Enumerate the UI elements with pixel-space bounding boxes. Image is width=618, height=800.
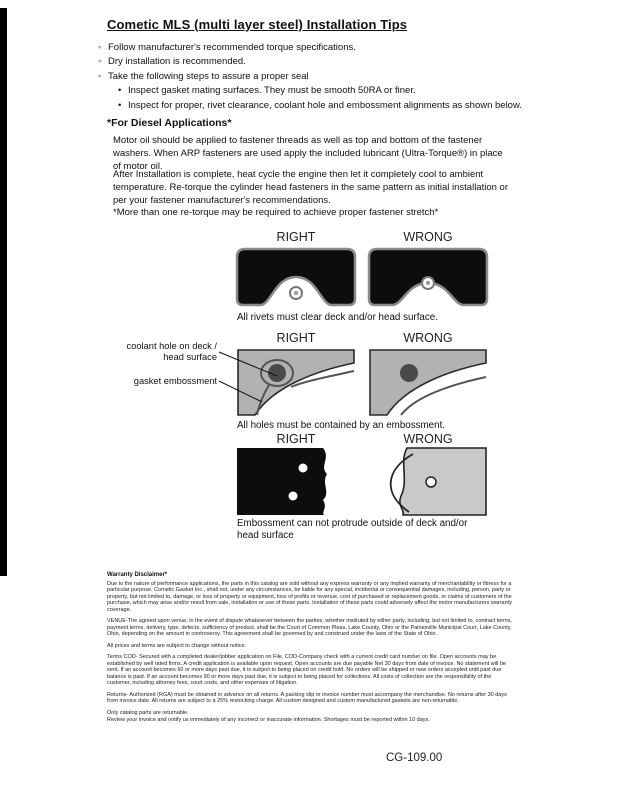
diagram-protrusion-wrong [367, 446, 489, 522]
installation-tips-list [98, 42, 528, 114]
warranty-paragraph: Returns- Authorized (RGA) must be obtained in advance on all returns. A packing slip or invoice number must accompany the merchandise. No returns after 30 days from invoice date. All returns are subject to a 25% restocking charge. All custom designed and custom manufactured gaskets are non-returnable. [107, 691, 507, 705]
page-title: Cometic MLS (multi layer steel) Installation Tips [107, 17, 408, 32]
diesel-paragraph-1: Motor oil should be applied to fastener threads as well as top and bottom of the fastener washers. When ARP fasteners are used apply the included lubricant (Ultra-Torque®) in place of motor oil. [113, 135, 503, 173]
tip-sub-item [98, 100, 528, 111]
filled-bullet-icon: • [118, 99, 122, 111]
warranty-heading: Warranty Disclaimer* [107, 572, 168, 578]
warranty-paragraph: All prices and terms are subject to change without notice. [107, 642, 247, 649]
warranty-paragraph: VENUE-The agreed upon venue, in the event of dispute whatsoever between the parties, whether instituted by either party, including, but not limited to, contract terms, payment terms, delivery, type, defects, sufficiency of product, shall be the Court of Common Pleas, Lake County, Ohio or the Painesville Municipal Court, Lake County, Ohio, depending on the amount in controversy. This agreement shall be governed by and construed under the laws of the State of Ohio. [107, 618, 512, 638]
hole-contained-diagram-icon [235, 347, 357, 418]
row2-caption: All holes must be contained by an embossment. [237, 420, 446, 431]
diagram-protrusion-right [235, 446, 357, 522]
retorque-note: *More than one re-torque may be required to achieve proper fastener stretch* [113, 207, 439, 218]
tip-text: Take the following steps to assure a proper seal [108, 70, 309, 82]
diagram-embossment-wrong [367, 347, 489, 423]
open-bullet-icon: ◦ [98, 56, 102, 68]
row1-wrong-label: WRONG [403, 230, 453, 244]
warranty-paragraph: Terms COD- Secured with a completed dealer/jobber application on File, COD-Company check with a current credit card number on file. Open accounts may be established by well rated firms. A credit application is available upon request. Open accounts are due payable Net 30 days from date of invoice. No statement will be sent. If an account becomes 60 or more days past due, it is subject to being placed on credit hold. No orders will be shipped or new orders accepted until past due balance is paid. If an account becomes 90 or more days past due, it is subject to being placed for collections. All costs of collection are the responsibility of the customer, including attorney fees, court costs, and other expenses of litigation. [107, 654, 506, 687]
warranty-paragraph: Due to the nature of performance applications, the parts in this catalog are sold without any express warranty or any implied warranty of merchantability or fitness for a particular purpose. Cometic Gasket Inc., shall not, under any circumstances, be liable for any special, incidental or consequential damages, including, person, party or property, but not limited to, damage, or loss of property or equipment, loss of profits or revenue, cost of purchased or replacement goods, or claims of customers of the purchase, which may arise and/or result from sale, installation or use of these parts. Installation of these parts could adversely affect the motor manufacturers warranty coverage. [107, 581, 512, 613]
hole-outside-diagram-icon [367, 347, 489, 418]
page-number: CG-109.00 [386, 752, 443, 764]
diagram-section [0, 230, 618, 575]
tip-text: Dry installation is recommended. [108, 56, 246, 68]
embossment-protruding-diagram-icon [367, 446, 489, 517]
embossment-inside-diagram-icon [235, 446, 357, 517]
row2-right-label: RIGHT [276, 331, 316, 345]
rivet-clear-diagram-icon [235, 247, 357, 309]
tip-item [98, 71, 528, 82]
tip-sub-item [98, 85, 528, 96]
warranty-paragraph: Review your invoice and notify us immediately of any incorrect or inaccurate information. Shortages must be reported within 10 days. [107, 716, 430, 723]
warranty-disclaimer-section [107, 572, 513, 728]
warranty-paragraph: Only catalog parts are returnable. [107, 709, 189, 716]
row1-caption: All rivets must clear deck and/or head surface. [237, 312, 438, 323]
filled-bullet-icon: • [118, 85, 122, 97]
row3-right-label: RIGHT [276, 432, 316, 446]
open-bullet-icon: ◦ [98, 70, 102, 82]
tip-item [98, 56, 528, 67]
open-bullet-icon: ◦ [98, 42, 102, 53]
diesel-paragraph-2: After Installation is complete, heat cycle the engine then let it completely cool to ambient temperature. Re-torque the cylinder head fasteners in the same pattern as initial installation or per your fastener manufacturer's recommendations. [113, 169, 508, 207]
diagram-rivet-right [235, 247, 357, 314]
row2-wrong-label: WRONG [403, 331, 453, 345]
diesel-applications-heading: *For Diesel Applications* [107, 117, 232, 129]
tip-text: Inspect for proper, rivet clearance, coolant hole and embossment alignments as shown below. [128, 99, 522, 111]
diagram-rivet-wrong [367, 247, 489, 314]
row1-right-label: RIGHT [276, 230, 316, 244]
tip-item [98, 42, 528, 53]
gasket-embossment-callout: gasket embossment [133, 376, 217, 386]
rivet-overlap-diagram-icon [367, 247, 489, 309]
coolant-hole-callout: coolant hole on deck / head surface [126, 341, 217, 362]
row3-caption: Embossment can not protrude outside of deck and/or head surface [237, 518, 468, 542]
tip-text: Follow manufacturer's recommended torque specifications. [108, 42, 356, 53]
tip-text: Inspect gasket mating surfaces. They must be smooth 50RA or finer. [128, 85, 416, 97]
row3-wrong-label: WRONG [403, 432, 453, 446]
diagram-embossment-right [235, 347, 357, 423]
